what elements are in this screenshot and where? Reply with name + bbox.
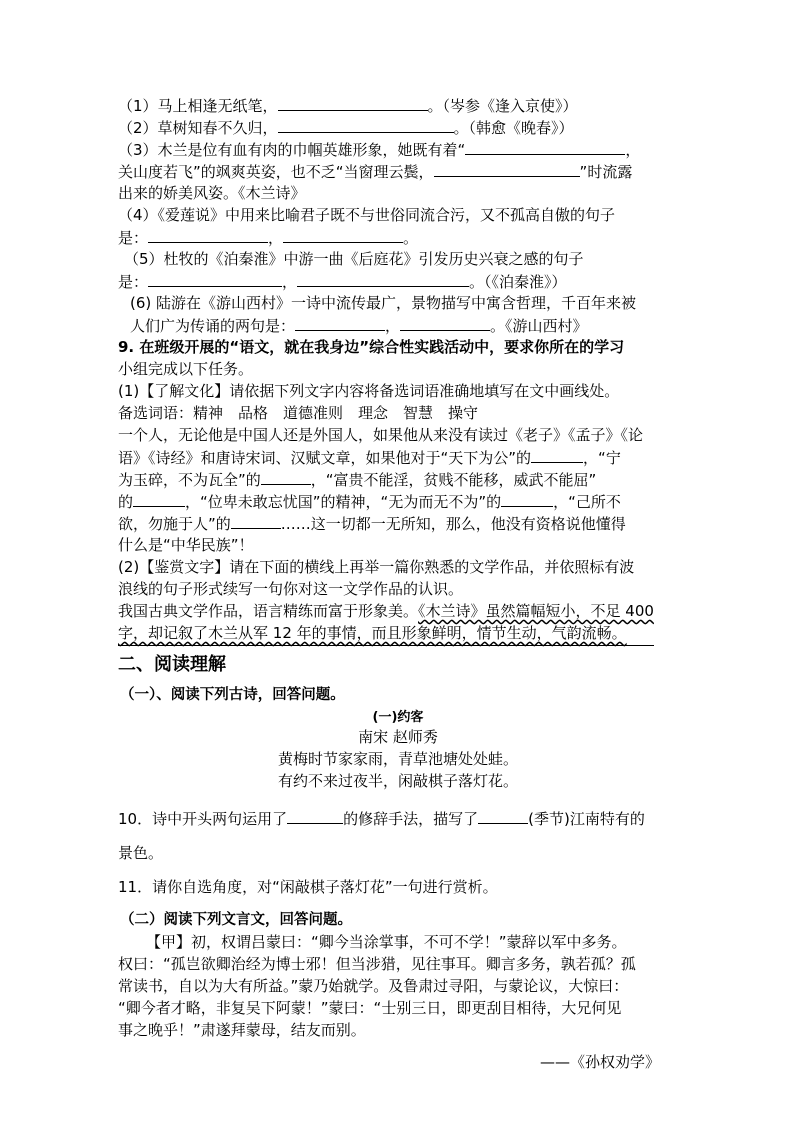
subsection-heading-2: （二）阅读下列文言文，回答问题。 bbox=[120, 912, 352, 928]
fill-line-2 bbox=[118, 117, 574, 139]
fill-2-source: 。（韩愈《晚春》） bbox=[453, 119, 574, 137]
poem-author: 南宋 赵师秀 bbox=[358, 728, 438, 746]
fill-3-text-d: 出来的娇美风姿。《木兰诗》 bbox=[118, 184, 306, 202]
fill-1-text: （1）马上相逢无纸笔， bbox=[118, 97, 278, 115]
answer-blank[interactable] bbox=[261, 469, 311, 485]
answer-blank[interactable] bbox=[231, 513, 281, 529]
answer-blank[interactable] bbox=[400, 315, 490, 331]
fill-line-4b bbox=[118, 227, 418, 249]
answer-blank[interactable] bbox=[278, 95, 428, 111]
passage-text: 欲，勿施于人”的 bbox=[118, 515, 231, 533]
fill-line-6b bbox=[130, 315, 588, 337]
fill-line-6a bbox=[130, 293, 636, 314]
answer-blank[interactable] bbox=[148, 227, 268, 243]
answer-blank[interactable] bbox=[283, 227, 403, 243]
fill-3-text-c: ”时流露 bbox=[579, 163, 633, 181]
section-heading: 二、阅读理解 bbox=[118, 654, 226, 675]
comma: ， bbox=[385, 317, 401, 335]
comma: ， bbox=[282, 273, 298, 291]
fill-6-label: 人们广为传诵的两句是： bbox=[130, 317, 296, 335]
answer-blank[interactable] bbox=[501, 491, 553, 507]
example-wavy-text: 字，却记叙了木兰从军 12 年的事情，而且形象鲜明，情节生动，气韵流畅。 bbox=[118, 624, 627, 642]
fill-3-text-b: 关山度若飞”的飒爽英姿，也不乏“当窗理云鬓， bbox=[118, 163, 434, 181]
answer-blank[interactable] bbox=[278, 117, 454, 133]
wenyan-line-3: 常读书，自以为大有所益。”蒙乃始就学。及鲁肃过寻阳，与蒙论议，大惊曰： bbox=[118, 977, 629, 995]
fill-5-text: （5）杜牧的《泊秦淮》中游一曲《后庭花》引发历史兴衰之感的句子 bbox=[124, 250, 584, 268]
wenyan-line-1: 【甲】初，权谓吕蒙曰：“卿今当涂掌事，不可不学！”蒙辞以军中多务。 bbox=[146, 933, 627, 951]
wenyan-line-5: 事之晚乎！”肃遂拜蒙母，结友而别。 bbox=[118, 1021, 366, 1039]
q9-passage-1: 一个人，无论他是中国人还是外国人，如果他从来没有读过《老子》《孟子》《论 bbox=[118, 426, 644, 444]
passage-text: 语》《诗经》和唐诗宋词、汉赋文章，如果他对于“天下为公”的 bbox=[118, 449, 532, 467]
q10-text: 10．诗中开头两句运用了 bbox=[118, 810, 288, 828]
fill-line-5a bbox=[124, 249, 584, 270]
fill-4-text: （4）《爱莲说》中用来比喻君子既不与世俗同流合污，又不孤高自傲的句子 bbox=[118, 206, 616, 224]
fill-line-1 bbox=[118, 95, 578, 117]
wenyan-line-4: “卿今者才略，非复吴下阿蒙！”蒙曰：“士别三日，即更刮目相待，大兄何见 bbox=[118, 999, 622, 1017]
q10-continued: 景色。 bbox=[118, 844, 164, 862]
answer-blank[interactable] bbox=[148, 271, 282, 287]
passage-text: ，“位卑未敢忘忧国”的精神，“无为而无不为”的 bbox=[185, 493, 502, 511]
answer-blank[interactable] bbox=[478, 808, 528, 824]
period: 。 bbox=[403, 229, 419, 247]
subsection-heading-1: （一）、阅读下列古诗，回答问题。 bbox=[120, 687, 345, 703]
q9-passage-6: 什么是“中华民族”！ bbox=[118, 536, 254, 554]
q9-passage-5 bbox=[118, 513, 626, 535]
fill-line-4a bbox=[118, 205, 615, 226]
fill-line-5b bbox=[118, 271, 567, 293]
wenyan-source: ——《孙权劝学》 bbox=[540, 1053, 661, 1071]
fill-5-source: 。（《泊秦淮》） bbox=[469, 273, 567, 291]
passage-text: 为玉碎，不为瓦全”的 bbox=[118, 471, 261, 489]
fill-4-label: 是： bbox=[118, 229, 149, 247]
wenyan-line-2: 权曰：“孤岂欲卿治经为博士邪！但当涉猎，见往事耳。卿言多务，孰若孤？孤 bbox=[118, 955, 636, 973]
q11: 11．请你自选角度，对“闲敲棋子落灯花”一句进行赏析。 bbox=[118, 878, 498, 896]
passage-text: ，“富贵不能淫，贫贱不能移，威武不能屈” bbox=[310, 471, 597, 489]
passage-text: ，“宁 bbox=[583, 449, 621, 467]
fill-6-source: 。《游山西村》 bbox=[490, 317, 588, 335]
answer-blank[interactable] bbox=[297, 271, 469, 287]
q9-passage-4 bbox=[118, 491, 621, 513]
q10 bbox=[118, 808, 645, 830]
fill-line-3a: （3）木兰是位有血有肉的巾帼英雄形象，她既有着“ ， bbox=[118, 141, 641, 159]
answer-blank[interactable] bbox=[295, 315, 385, 331]
q9-task-1: (1)【了解文化】请依据下列文字内容将备选词语准确地填写在文中画线处。 bbox=[118, 382, 620, 400]
comma: ， bbox=[268, 229, 284, 247]
q9-example-line-2 bbox=[118, 623, 627, 644]
fill-3-text: （3）木兰是位有血有肉的巾帼英雄形象，她既有着“ bbox=[118, 141, 466, 159]
q10-text: (季节)江南特有的 bbox=[528, 810, 645, 828]
fill-line-3b bbox=[118, 161, 632, 183]
fill-5-label: 是： bbox=[118, 273, 149, 291]
example-text: 我国古典文学作品，语言精练而富于形象美。 bbox=[118, 602, 419, 620]
answer-blank[interactable] bbox=[531, 447, 583, 463]
answer-blank[interactable] bbox=[465, 139, 625, 155]
answer-line[interactable] bbox=[118, 645, 654, 646]
passage-text: ，“己所不 bbox=[553, 493, 621, 511]
fill-line-3c bbox=[118, 183, 306, 204]
passage-text: ……这一切都一无所知，那么，他没有资格说他懂得 bbox=[280, 515, 626, 533]
answer-blank[interactable] bbox=[133, 491, 185, 507]
poem-line-1: 黄梅时节家家雨，青草池塘处处蛙。 bbox=[277, 750, 518, 768]
q9-title: 9. 在班级开展的“语文，就在我身边”综合性实践活动中，要求你所在的学习 bbox=[118, 338, 625, 356]
poem-title: (一)约客 bbox=[372, 710, 424, 725]
fill-2-text: （2）草树知春不久归， bbox=[118, 119, 278, 137]
q9-task-2-b: 浪线的句子形式续写一句你对这一文学作品的认识。 bbox=[118, 580, 464, 598]
q10-text: 的修辞手法，描写了 bbox=[343, 810, 479, 828]
fill-1-source: 。（岑参《逢入京使》） bbox=[427, 97, 578, 115]
q9-passage-2 bbox=[118, 447, 621, 469]
q9-title-b: 小组完成以下任务。 bbox=[118, 360, 254, 378]
passage-text: 的 bbox=[118, 493, 134, 511]
q9-task-2: (2)【鉴赏文字】请在下面的横线上再举一篇你熟悉的文学作品，并依照标有波 bbox=[118, 558, 635, 576]
example-wavy-text: 《木兰诗》虽然篇幅短小，不足 400 bbox=[418, 602, 654, 620]
q9-passage-3 bbox=[118, 469, 596, 491]
answer-blank[interactable] bbox=[287, 808, 343, 824]
poem-line-2: 有约不来过夜半，闲敲棋子落灯花。 bbox=[277, 772, 518, 790]
q9-example-line-1 bbox=[118, 601, 654, 622]
answer-blank[interactable] bbox=[434, 161, 580, 177]
fill-6-text: (6) 陆游在《游山西村》一诗中流传最广，景物描写中寓含哲理，千百年来被 bbox=[130, 294, 637, 312]
q9-word-list: 备选词语：精神 品格 道德准则 理念 智慧 操守 bbox=[118, 404, 479, 422]
